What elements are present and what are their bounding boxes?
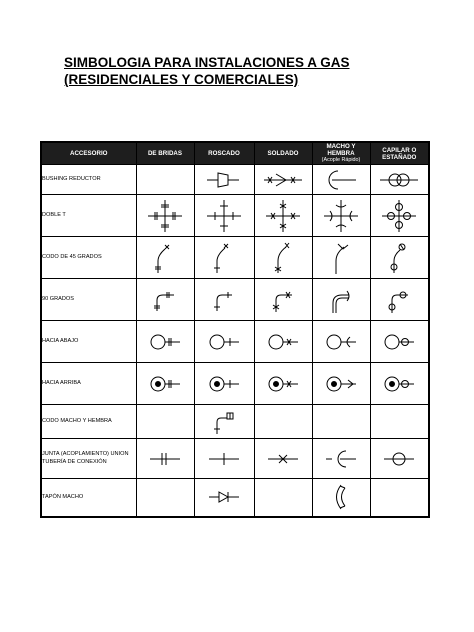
row-label: JUNTA (ACOPLAMIENTO) UNION TUBERÍA DE CONEXIÓN [41, 439, 136, 479]
codo90-bridas-cell [136, 279, 194, 321]
arriba-capilar-cell [370, 363, 429, 405]
abajo-bridas-cell [136, 321, 194, 363]
header-bridas: DE BRIDAS [136, 142, 194, 165]
junta-macho-symbol [314, 444, 368, 474]
codo45-macho-cell [312, 237, 370, 279]
abajo-macho-symbol [314, 323, 368, 361]
abajo-soldado-symbol [256, 323, 310, 361]
doble-t-soldado-cell [254, 195, 312, 237]
codo45-macho-symbol [314, 239, 368, 277]
page-title [64, 54, 350, 88]
header-capilar: CAPILAR O ESTAÑADO [370, 142, 429, 165]
doble-t-macho-cell [312, 195, 370, 237]
doble-t-bridas-symbol [138, 197, 192, 235]
tapon-bridas-cell [136, 479, 194, 517]
codo45-roscado-symbol [197, 239, 251, 277]
codo-mh-roscado-symbol [197, 407, 251, 437]
bushing-capilar-symbol [372, 167, 426, 193]
doble-t-macho-symbol [314, 197, 368, 235]
tapon-capilar-cell [370, 479, 429, 517]
tapon-roscado-symbol [197, 481, 251, 513]
symbol-table [40, 141, 430, 518]
codo45-bridas-cell [136, 237, 194, 279]
junta-capilar-cell [370, 439, 429, 479]
header-macho-hembra [312, 142, 370, 165]
header-roscado: ROSCADO [194, 142, 254, 165]
codo45-soldado-cell [254, 237, 312, 279]
table-row [41, 439, 429, 479]
doble-t-bridas-cell [136, 195, 194, 237]
junta-soldado-symbol [256, 444, 310, 474]
codo-mh-capilar-cell [370, 405, 429, 439]
codo90-capilar-cell [370, 279, 429, 321]
table-row [41, 405, 429, 439]
bushing-macho-cell [312, 165, 370, 195]
arriba-roscado-cell [194, 363, 254, 405]
arriba-soldado-symbol [256, 365, 310, 403]
codo90-macho-symbol [314, 281, 368, 319]
header-soldado: SOLDADO [254, 142, 312, 165]
abajo-bridas-symbol [138, 323, 192, 361]
codo-mh-macho-cell [312, 405, 370, 439]
doble-t-capilar-cell [370, 195, 429, 237]
bushing-soldado-cell [254, 165, 312, 195]
table-row [41, 321, 429, 363]
abajo-soldado-cell [254, 321, 312, 363]
bushing-roscado-cell [194, 165, 254, 195]
arriba-soldado-cell [254, 363, 312, 405]
abajo-macho-cell [312, 321, 370, 363]
tapon-macho-symbol [314, 481, 368, 513]
header-macho-label: MACHO Y HEMBRA [326, 143, 356, 157]
doble-t-soldado-symbol [256, 197, 310, 235]
table-row [41, 165, 429, 195]
codo-mh-roscado-cell [194, 405, 254, 439]
header-row [41, 142, 429, 165]
codo90-capilar-symbol [372, 281, 426, 319]
doble-t-roscado-symbol [197, 197, 251, 235]
codo45-bridas-symbol [138, 239, 192, 277]
abajo-capilar-symbol [372, 323, 426, 361]
tapon-roscado-cell [194, 479, 254, 517]
table-row [41, 479, 429, 517]
codo90-soldado-symbol [256, 281, 310, 319]
junta-bridas-symbol [138, 444, 192, 474]
bushing-capilar-cell [370, 165, 429, 195]
abajo-capilar-cell [370, 321, 429, 363]
junta-roscado-cell [194, 439, 254, 479]
row-label: BUSHING REDUCTOR [41, 165, 136, 195]
doble-t-capilar-symbol [372, 197, 426, 235]
row-label: HACIA ABAJO [41, 321, 136, 363]
bushing-soldado-symbol [256, 167, 310, 193]
codo45-capilar-symbol [372, 239, 426, 277]
codo-mh-soldado-cell [254, 405, 312, 439]
table-row [41, 237, 429, 279]
arriba-bridas-symbol [138, 365, 192, 403]
bushing-bridas-cell [136, 165, 194, 195]
codo45-capilar-cell [370, 237, 429, 279]
junta-soldado-cell [254, 439, 312, 479]
bushing-macho-symbol [314, 167, 368, 193]
row-label: CODO MACHO Y HEMBRA [41, 405, 136, 439]
junta-capilar-symbol [372, 444, 426, 474]
arriba-macho-cell [312, 363, 370, 405]
codo90-macho-cell [312, 279, 370, 321]
header-macho-sub: (Acople Rápido) [321, 157, 361, 163]
tapon-soldado-cell [254, 479, 312, 517]
table-row [41, 279, 429, 321]
title-line-1: SIMBOLOGIA PARA INSTALACIONES A GAS [64, 55, 350, 70]
header-accesorio: ACCESORIO [41, 142, 136, 165]
codo45-soldado-symbol [256, 239, 310, 277]
codo-mh-bridas-cell [136, 405, 194, 439]
arriba-bridas-cell [136, 363, 194, 405]
arriba-macho-symbol [314, 365, 368, 403]
table-row [41, 195, 429, 237]
row-label: HACIA ARRIBA [41, 363, 136, 405]
arriba-roscado-symbol [197, 365, 251, 403]
junta-bridas-cell [136, 439, 194, 479]
arriba-capilar-symbol [372, 365, 426, 403]
junta-macho-cell [312, 439, 370, 479]
title-line-2: (RESIDENCIALES Y COMERCIALES) [64, 72, 299, 87]
row-label: TAPÓN MACHO [41, 479, 136, 517]
bushing-roscado-symbol [197, 167, 251, 193]
codo90-soldado-cell [254, 279, 312, 321]
abajo-roscado-cell [194, 321, 254, 363]
tapon-macho-cell [312, 479, 370, 517]
codo45-roscado-cell [194, 237, 254, 279]
codo90-bridas-symbol [138, 281, 192, 319]
codo90-roscado-symbol [197, 281, 251, 319]
row-label: DOBLE T [41, 195, 136, 237]
row-label: 90 GRADOS [41, 279, 136, 321]
junta-roscado-symbol [197, 444, 251, 474]
table-row [41, 363, 429, 405]
doble-t-roscado-cell [194, 195, 254, 237]
codo90-roscado-cell [194, 279, 254, 321]
row-label: CODO DE 45 GRADOS [41, 237, 136, 279]
abajo-roscado-symbol [197, 323, 251, 361]
